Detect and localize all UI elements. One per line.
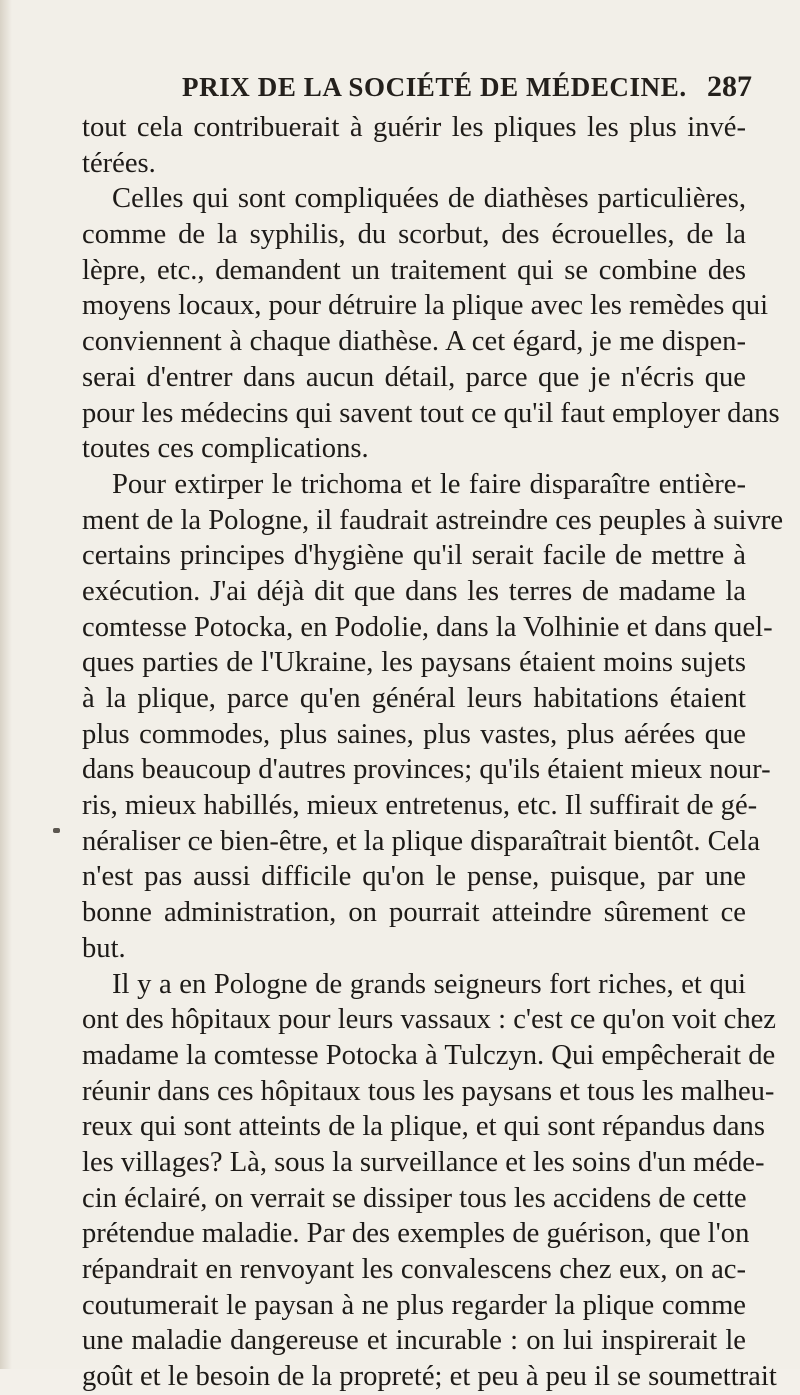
text-line: ques parties de l'Ukraine, les paysans étaient moins sujets [82,647,746,679]
text-line: répandrait en renvoyant les convalescens chez eux, on ac- [82,1254,746,1285]
text-line: comtesse Potocka, en Podolie, dans la Volhinie et dans quel- [82,611,773,643]
text-line: goût et le besoin de la propreté; et peu à peu il se soumettrait [82,1361,777,1393]
text-line: prétendue maladie. Par des exemples de guérison, que l'on [82,1218,750,1250]
text-line: lèpre, etc., demandent un traitement qui se combine des [82,254,746,286]
text-line: ment de la Pologne, il faudrait astreindre ces peuples à suivre [82,504,784,536]
ink-mark [53,828,60,833]
text-line: tout cela contribuerait à guérir les pliques les plus invé- [82,112,746,143]
body-text [82,110,784,1395]
text-line: réunir dans ces hôpitaux tous les paysans et tous les malheu- [82,1075,775,1107]
text-line: néraliser ce bien-être, et la plique disparaîtrait bientôt. Cela [82,825,761,857]
text-line: toutes ces complications. [82,433,369,465]
text-line: moyens locaux, pour détruire la plique avec les remèdes qui [82,290,769,322]
text-line: exécution. J'ai déjà dit que dans les terres de madame la [82,575,746,607]
text-line: les villages? Là, sous la surveillance et les soins d'un méde- [82,1146,765,1178]
paragraph-first-line: Celles qui sont compliquées de diathèses particulières, [112,183,746,215]
text-line: bonne administration, on pourrait atteindre sûrement ce [82,897,746,929]
text-line: dans beaucoup d'autres provinces; qu'ils étaient mieux nour- [82,754,771,786]
text-line: térées. [82,147,156,179]
text-line: conviennent à chaque diathèse. A cet égard, je me dispen- [82,326,746,358]
page-header [182,70,752,110]
text-line: but. [82,932,126,964]
text-line: une maladie dangereuse et incurable : on lui inspirerait le [82,1325,746,1357]
text-line: n'est pas aussi difficile qu'on le pense, puisque, par une [82,861,746,893]
page-gutter [0,0,12,1369]
text-line: certains principes d'hygiène qu'il serait facile de mettre à [82,540,746,572]
text-line: coutumerait le paysan à ne plus regarder la plique comme [82,1289,746,1321]
text-line: madame la comtesse Potocka à Tulczyn. Qui empêcherait de [82,1039,776,1071]
page-number: 287 [707,70,752,103]
text-line: ris, mieux habillés, mieux entretenus, etc. Il suffirait de gé- [82,790,758,822]
text-line: comme de la syphilis, du scorbut, des écrouelles, de la [82,219,746,251]
text-line: pour les médecins qui savent tout ce qu'il faut employer dans [82,397,780,429]
text-line: serai d'entrer dans aucun détail, parce que je n'écris que [82,361,746,393]
text-line: reux qui sont atteints de la plique, et qui sont répandus dans [82,1111,765,1143]
paragraph-first-line: Il y a en Pologne de grands seigneurs fort riches, et qui [112,968,746,1000]
text-line: ont des hôpitaux pour leurs vassaux : c'est ce qu'on voit chez [82,1004,776,1036]
text-line: plus commodes, plus saines, plus vastes, plus aérées que [82,718,746,750]
running-title: PRIX DE LA SOCIÉTÉ DE MÉDECINE. [182,72,687,102]
text-line: à la plique, parce qu'en général leurs habitations étaient [82,683,746,714]
text-line: cin éclairé, on verrait se dissiper tous les accidens de cette [82,1182,747,1214]
paragraph-first-line: Pour extirper le trichoma et le faire disparaître entière- [112,468,746,500]
